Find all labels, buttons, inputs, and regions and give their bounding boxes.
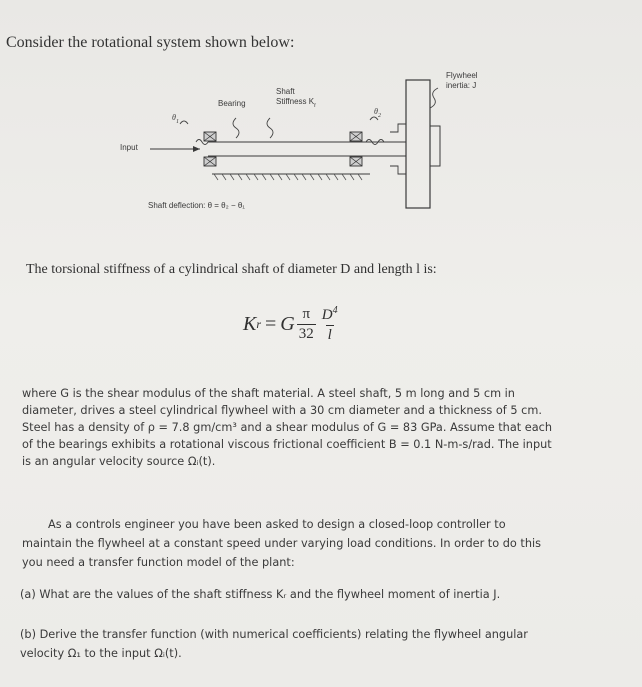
description-line: where G is the shear modulus of the shaft material. A steel shaft, 5 m long and 5 cm in [22,387,515,400]
description-line: is an angular velocity source Ωᵢ(t). [22,455,216,468]
problem-heading: Consider the rotational system shown below: [6,34,295,51]
question-b-line: (b) Derive the transfer function (with numerical coefficients) relating the flywheel angular [20,628,528,641]
right-bearing [350,132,362,166]
bearing-leader [233,118,239,138]
task-line: you need a transfer function model of the plant: [22,556,295,569]
question-a-text: (a) What are the values of the shaft stiffness Kᵣ and the flywheel moment of inertia J. [20,588,501,601]
deflection-label: Shaft deflection: θ = θ₂ − θ₁ [148,201,245,210]
fraction-dl-numerator: $D^4$ [321,305,338,323]
question-b [20,625,528,663]
torsional-stiffness-formula [243,306,342,343]
task-line: maintain the flywheel at a constant speed under varying load conditions. In order to do this [22,537,542,550]
inertia-label: inertia: J [446,81,477,90]
stiffness-intro: The torsional stiffness of a cylindrical shaft of diameter D and length l is: [26,262,437,277]
flywheel-label: Flywheel [446,71,478,80]
shaft-label: Shaft [276,87,295,96]
theta1-label: $\theta_1$ [172,113,179,125]
description-line: Steel has a density of ρ = 7.8 gm/cm³ and a shear modulus of G = 83 GPa. Assume that each [22,421,553,434]
theta2-label: $\theta_2$ [374,107,381,119]
question-b-line: velocity Ω₁ to the input Ωᵢ(t). [20,647,182,660]
description-line: diameter, drives a steel cylindrical flywheel with a 30 cm diameter and a thickness of 5 cm. [22,404,542,417]
description-line: of the bearings exhibits a rotational viscous frictional coefficient B = 0.1 N-m-s/rad. The input [22,438,552,451]
ground-hatching [214,174,362,180]
shaft-leader [267,118,273,138]
rotational-system-diagram [100,62,530,232]
formula-equals: = [265,313,277,335]
formula-lhs-sub: r [256,317,262,331]
formula-fraction-dl [320,306,340,343]
formula-g: G [280,313,295,335]
bearing-label: Bearing [218,99,246,108]
fraction-pi-denominator: 32 [298,326,314,342]
theta2-arrow [370,117,378,120]
input-label: Input [120,143,138,152]
left-bearing [204,132,216,166]
input-arrow-head [193,146,200,152]
fraction-pi-numerator: π [302,306,311,322]
task-line: As a controls engineer you have been asked to design a closed-loop controller to [48,518,506,531]
flywheel-hub [430,126,440,166]
task-statement [22,515,628,572]
formula-fraction-pi [297,307,316,342]
flywheel-coupling [390,124,406,174]
question-a [20,585,500,604]
flywheel [406,80,430,208]
stiffness-label: Stiffness $K_r$ [276,97,317,109]
fraction-dl-denominator: l [327,327,332,343]
theta1-arrow [180,121,188,124]
problem-description [22,385,628,470]
flywheel-leader [430,88,438,108]
formula-lhs: K [243,313,257,335]
